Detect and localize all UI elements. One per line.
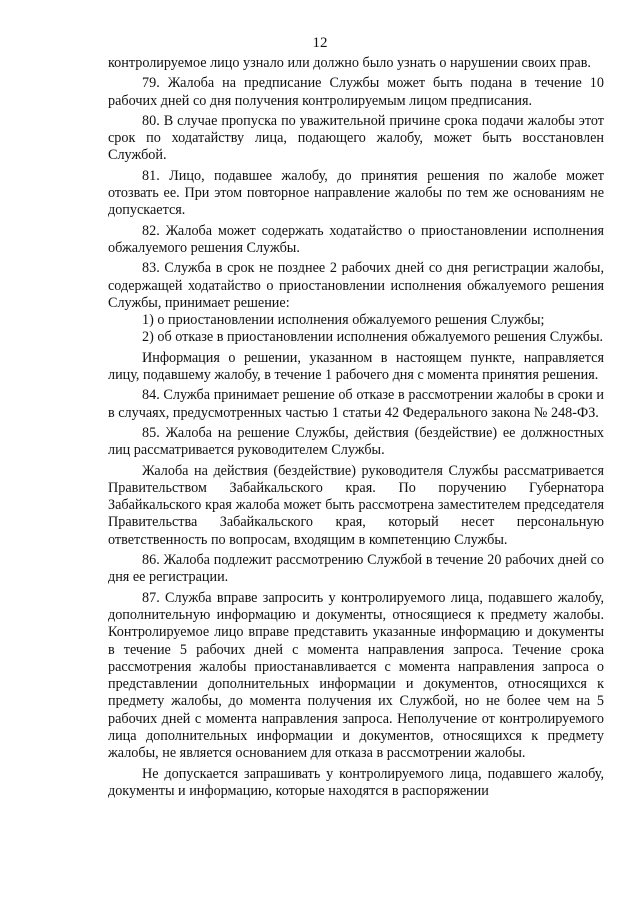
paragraph-87: 87. Служба вправе запросить у контролируемого лица, подавшего жалобу, дополнительную информацию и документы, относящиеся к предмету жалобы. Контролируемое лицо вправе представить указанные информацию и документы в течение 5 рабочих дней с момента направления запроса. Течение срока рассмотрения жалобы приостанавливается с момента направления запроса о представлении дополнительных информации и документов, относящихся к предмету жалобы, до момента получения их Службой, но не более чем на 5 рабочих дней с момента направления запроса. Неполучение от контролируемого лица дополнительных информации и документов, относящихся к предмету жалобы, не является основанием для отказа в рассмотрении жалобы.: [108, 589, 604, 762]
paragraph-80: 80. В случае пропуска по уважительной причине срока подачи жалобы этот срок по ходатайству лица, подающего жалобу, может быть восстановлен Службой.: [108, 112, 604, 164]
paragraph-85: 85. Жалоба на решение Службы, действия (бездействие) ее должностных лиц рассматривается руководителем Службы.: [108, 424, 604, 459]
paragraph-83-info: Информация о решении, указанном в настоящем пункте, направляется лицу, подавшему жалобу, в течение 1 рабочего дня с момента принятия решения.: [108, 349, 604, 384]
paragraph-continuation: контролируемое лицо узнало или должно было узнать о нарушении своих прав.: [108, 55, 591, 71]
paragraph-84: 84. Служба принимает решение об отказе в рассмотрении жалобы в сроки и в случаях, предусмотренных частью 1 статьи 42 Федерального закона № 248-ФЗ.: [108, 387, 604, 421]
paragraph-83-item-2: 2) об отказе в приостановлении исполнения обжалуемого решения Службы.: [142, 329, 604, 346]
document-body: [108, 55, 604, 800]
paragraph-83: 83. Служба в срок не позднее 2 рабочих дней со дня регистрации жалобы, содержащей ходатайство о приостановлении исполнения обжалуемого решения Службы, принимает решение:: [108, 260, 604, 311]
paragraph-82: 82. Жалоба может содержать ходатайство о приостановлении исполнения обжалуемого решения Службы.: [108, 222, 604, 256]
page-number: 12: [312, 35, 328, 51]
paragraph-81: 81. Лицо, подавшее жалобу, до принятия решения по жалобе может отозвать ее. При этом повторное направление жалобы по тем же основаниям не допускается.: [108, 167, 604, 219]
paragraph-85-head-complaint: Жалоба на действия (бездействие) руководителя Службы рассматривается Правительством Забайкальского края. По поручению Губернатора Забайкальского края жалоба может быть рассмотрена заместителем председателя Правительства Забайкальского края, который несет персональную ответственность по вопросам, входящим в компетенцию Службы.: [108, 462, 604, 548]
paragraph-83-item-1: 1) о приостановлении исполнения обжалуемого решения Службы;: [142, 312, 545, 329]
paragraph-86: 86. Жалоба подлежит рассмотрению Службой в течение 20 рабочих дней со дня ее регистрации.: [108, 552, 604, 586]
paragraph-87-restriction: Не допускается запрашивать у контролируемого лица, подавшего жалобу, документы и информацию, которые находятся в распоряжении: [108, 765, 604, 799]
paragraph-79: 79. Жалоба на предписание Службы может быть подана в течение 10 рабочих дней со дня получения контролируемым лицом предписания.: [108, 75, 604, 109]
